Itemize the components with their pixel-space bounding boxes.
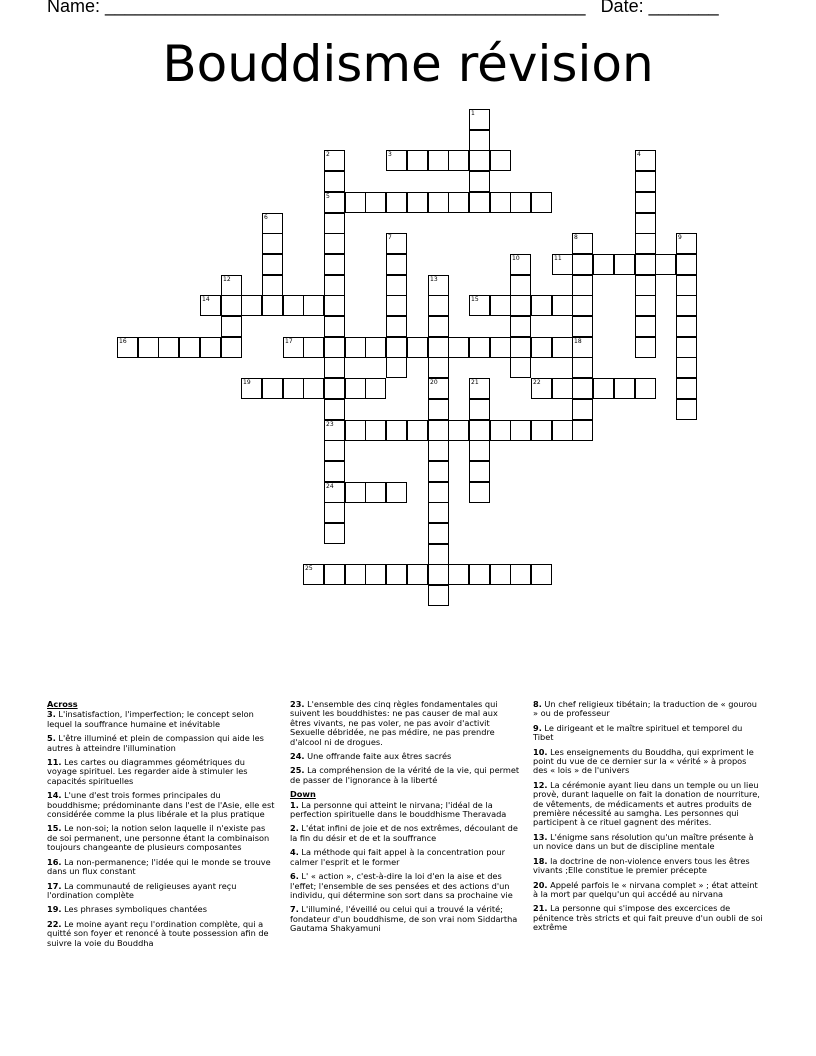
clue-text: L'illuminé, l'éveillé ou celui qui a trouvé la vérité; fondateur d'un bouddhisme, de son vrai nom Siddartha Gautama Shakyamuni [290, 904, 518, 934]
across-heading: Across [47, 699, 78, 709]
grid-cell[interactable] [324, 171, 345, 192]
grid-cell[interactable] [428, 337, 449, 358]
grid-cell[interactable] [241, 378, 262, 399]
grid-cell[interactable] [572, 233, 593, 254]
grid-cell[interactable] [572, 275, 593, 296]
across-clue [47, 734, 275, 753]
grid-cell[interactable] [262, 378, 283, 399]
grid-cell[interactable] [221, 275, 242, 296]
date-label: Date: [600, 0, 644, 16]
grid-cell[interactable] [345, 378, 366, 399]
across-clue [290, 700, 520, 747]
clue-number: 4. [290, 847, 299, 858]
clue-number: 6. [290, 871, 299, 882]
grid-cell[interactable] [531, 564, 552, 585]
clue-number: 17 [285, 338, 293, 345]
grid-cell[interactable] [448, 192, 469, 213]
grid-cell[interactable] [469, 171, 490, 192]
grid-cell[interactable] [469, 461, 490, 482]
down-heading: Down [290, 789, 316, 800]
grid-cell[interactable] [510, 337, 531, 358]
grid-cell[interactable] [614, 254, 635, 275]
grid-cell[interactable] [572, 420, 593, 441]
down-clue [290, 905, 520, 933]
grid-cell[interactable] [324, 482, 345, 503]
clue-number: 24 [326, 483, 334, 490]
clue-number: 5. [47, 733, 56, 744]
grid-cell[interactable] [303, 295, 324, 316]
grid-cell[interactable] [345, 482, 366, 503]
clue-number: 6 [264, 214, 268, 221]
across-clue [290, 752, 520, 761]
clue-number: 18 [574, 338, 582, 345]
grid-cell[interactable] [345, 337, 366, 358]
clue-text: La méthode qui fait appel à la concentration pour calmer l'esprit et le former [290, 847, 506, 867]
grid-cell[interactable] [635, 171, 656, 192]
grid-cell[interactable] [283, 295, 304, 316]
grid-cell[interactable] [428, 482, 449, 503]
grid-cell[interactable] [428, 378, 449, 399]
grid-cell[interactable] [469, 378, 490, 399]
grid-cell[interactable] [428, 585, 449, 606]
grid-cell[interactable] [428, 544, 449, 565]
clue-number: 5 [326, 193, 330, 200]
grid-cell[interactable] [386, 316, 407, 337]
grid-cell[interactable] [241, 295, 262, 316]
clue-number: 1 [471, 110, 475, 117]
down-clue-list-part-1 [290, 801, 520, 934]
grid-cell[interactable] [386, 564, 407, 585]
grid-cell[interactable] [448, 564, 469, 585]
clue-text: La non-permanence; l'idée qui le monde se trouve dans un flux constant [47, 856, 271, 877]
grid-cell[interactable] [428, 275, 449, 296]
clue-number: 7 [388, 234, 392, 241]
across-clue [47, 858, 275, 877]
clue-text: Le dirigeant et le maître spirituel et temporel du Tibet [533, 722, 743, 743]
across-clue [47, 882, 275, 901]
grid-cell[interactable] [428, 564, 449, 585]
across-clue [47, 758, 275, 786]
grid-cell[interactable] [676, 399, 697, 420]
down-clue [290, 848, 520, 867]
grid-cell[interactable] [469, 482, 490, 503]
grid-cell[interactable] [386, 482, 407, 503]
grid-cell[interactable] [635, 295, 656, 316]
grid-cell[interactable] [469, 337, 490, 358]
grid-cell[interactable] [428, 523, 449, 544]
grid-cell[interactable] [345, 420, 366, 441]
grid-cell[interactable] [676, 233, 697, 254]
grid-cell[interactable] [469, 150, 490, 171]
down-clue [533, 700, 763, 719]
clue-number: 2 [326, 151, 330, 158]
grid-cell[interactable] [448, 150, 469, 171]
grid-cell[interactable] [469, 564, 490, 585]
grid-cell[interactable] [635, 337, 656, 358]
name-label: Name: [47, 0, 101, 16]
clue-text: la doctrine de non-violence envers tous les êtres vivants ;Elle constitue le premier précepte [533, 855, 750, 876]
down-clue [533, 857, 763, 876]
grid-cell[interactable] [552, 378, 573, 399]
grid-cell[interactable] [572, 254, 593, 275]
grid-cell[interactable] [510, 254, 531, 275]
grid-cell[interactable] [510, 295, 531, 316]
clue-number: 25. [290, 765, 305, 776]
grid-cell[interactable] [448, 420, 469, 441]
grid-cell[interactable] [490, 420, 511, 441]
grid-cell[interactable] [428, 150, 449, 171]
grid-cell[interactable] [262, 275, 283, 296]
clue-number: 10. [533, 746, 548, 757]
grid-cell[interactable] [386, 420, 407, 441]
grid-cell[interactable] [510, 275, 531, 296]
grid-cell[interactable] [303, 378, 324, 399]
grid-cell[interactable] [510, 564, 531, 585]
grid-cell[interactable] [345, 192, 366, 213]
grid-cell[interactable] [407, 337, 428, 358]
clue-number: 3. [47, 709, 56, 720]
date-blank[interactable]: _______ [648, 0, 719, 16]
down-clue [290, 872, 520, 900]
clue-number: 2. [290, 823, 299, 834]
grid-cell[interactable] [490, 295, 511, 316]
grid-cell[interactable] [386, 337, 407, 358]
grid-cell[interactable] [324, 357, 345, 378]
clue-number: 20 [430, 379, 438, 386]
across-clue [47, 905, 275, 914]
across-clue [290, 766, 520, 785]
grid-cell[interactable] [552, 295, 573, 316]
clue-number: 11 [554, 255, 562, 262]
grid-cell[interactable] [365, 192, 386, 213]
grid-cell[interactable] [324, 523, 345, 544]
clue-number: 25 [305, 565, 313, 572]
grid-cell[interactable] [407, 564, 428, 585]
grid-cell[interactable] [407, 192, 428, 213]
clue-text: Appelé parfois le « nirvana complet » ; état atteint à la mort par quelqu'un qui accédé au nirvana [533, 879, 758, 899]
clue-text: La communauté de religieuses ayant reçu l'ordination complète [47, 880, 237, 900]
grid-cell[interactable] [655, 254, 676, 275]
clue-number: 10 [512, 255, 520, 262]
clue-number: 21 [471, 379, 479, 386]
grid-cell[interactable] [428, 440, 449, 461]
clue-number: 21. [533, 903, 548, 914]
down-clue [533, 833, 763, 852]
grid-cell[interactable] [572, 337, 593, 358]
grid-cell[interactable] [262, 233, 283, 254]
grid-cell[interactable] [407, 420, 428, 441]
grid-cell[interactable] [531, 337, 552, 358]
grid-cell[interactable] [345, 564, 366, 585]
grid-cell[interactable] [614, 378, 635, 399]
down-clue [533, 724, 763, 743]
grid-cell[interactable] [635, 150, 656, 171]
grid-cell[interactable] [469, 440, 490, 461]
clue-number: 16 [119, 338, 127, 345]
clue-text: La personne qui s'impose des excercices de pénitence très stricts et qui fait preuve d'un oubli de soi extrême [533, 903, 763, 933]
grid-cell[interactable] [593, 254, 614, 275]
grid-cell[interactable] [531, 420, 552, 441]
clue-number: 1. [290, 799, 299, 810]
grid-cell[interactable] [221, 337, 242, 358]
clue-number: 24. [290, 751, 305, 762]
across-clue [47, 710, 275, 729]
grid-cell[interactable] [158, 337, 179, 358]
grid-cell[interactable] [490, 150, 511, 171]
grid-cell[interactable] [676, 275, 697, 296]
grid-cell[interactable] [428, 192, 449, 213]
grid-cell[interactable] [428, 357, 449, 378]
grid-cell[interactable] [262, 254, 283, 275]
grid-cell[interactable] [324, 275, 345, 296]
grid-cell[interactable] [490, 192, 511, 213]
clue-number: 7. [290, 904, 299, 915]
grid-cell[interactable] [386, 275, 407, 296]
clue-text: La compréhension de la vérité de la vie, qui permet de passer de l'ignorance à la liberté [290, 765, 520, 785]
grid-cell[interactable] [365, 337, 386, 358]
grid-cell[interactable] [324, 233, 345, 254]
clue-text: La personne qui atteint le nirvana; l'idéal de la perfection spirituelle dans le bouddhisme Theravada [290, 799, 507, 820]
clue-number: 15 [471, 296, 479, 303]
grid-cell[interactable] [552, 254, 573, 275]
grid-cell[interactable] [324, 378, 345, 399]
grid-cell[interactable] [117, 337, 138, 358]
clue-number: 19. [47, 904, 62, 915]
clue-text: Un chef religieux tibétain; la traduction de « gourou » ou de professeur [533, 699, 757, 719]
grid-cell[interactable] [572, 378, 593, 399]
grid-cell[interactable] [428, 502, 449, 523]
grid-cell[interactable] [200, 337, 221, 358]
grid-cell[interactable] [531, 378, 552, 399]
clue-text: Les phrases symboliques chantées [61, 904, 207, 915]
clues-column-2 [290, 700, 520, 939]
grid-cell[interactable] [221, 316, 242, 337]
clue-number: 13. [533, 831, 548, 842]
grid-cell[interactable] [572, 316, 593, 337]
grid-cell[interactable] [386, 233, 407, 254]
clue-number: 9. [533, 722, 542, 733]
clues-column-3 [533, 700, 763, 938]
grid-cell[interactable] [324, 150, 345, 171]
grid-cell[interactable] [138, 337, 159, 358]
clue-text: Les enseignements du Bouddha, qui expriment le point du vue de ce dernier sur la « vérité » à propos des « lois » de l'univers [533, 746, 754, 776]
down-clue [290, 801, 520, 820]
grid-cell[interactable] [324, 316, 345, 337]
grid-cell[interactable] [676, 295, 697, 316]
clues-column-1 [47, 700, 275, 953]
clue-number: 8 [574, 234, 578, 241]
clue-text: L'énigme sans résolution qu'un maître présente à un novice dans un but de discipline mentale [533, 831, 754, 852]
clue-number: 23. [290, 699, 305, 709]
grid-cell[interactable] [635, 213, 656, 234]
clue-number: 4 [637, 151, 641, 158]
grid-cell[interactable] [386, 192, 407, 213]
grid-cell[interactable] [221, 295, 242, 316]
clue-number: 11. [47, 757, 62, 768]
grid-cell[interactable] [428, 316, 449, 337]
clue-text: L'insatisfaction, l'imperfection; le concept selon lequel la souffrance humaine et inévitable [47, 709, 254, 729]
grid-cell[interactable] [324, 254, 345, 275]
clue-number: 12 [223, 276, 231, 283]
clue-text: L'une d'est trois formes principales du bouddhisme; prédominante dans l'est de l'Asie, elle est considérée comme la plus libérale et la plus pratique [47, 790, 275, 820]
grid-cell[interactable] [635, 275, 656, 296]
down-clue-list-part-2 [533, 700, 763, 933]
grid-cell[interactable] [635, 192, 656, 213]
clue-number: 3 [388, 151, 392, 158]
clue-number: 18. [533, 855, 548, 866]
clue-number: 22. [47, 918, 62, 929]
grid-cell[interactable] [635, 254, 656, 275]
grid-cell[interactable] [324, 420, 345, 441]
across-clue [47, 824, 275, 852]
down-clue [533, 781, 763, 828]
grid-cell[interactable] [324, 337, 345, 358]
grid-cell[interactable] [635, 316, 656, 337]
grid-cell[interactable] [510, 357, 531, 378]
grid-cell[interactable] [283, 378, 304, 399]
grid-cell[interactable] [676, 337, 697, 358]
page-title: Bouddisme révision [162, 35, 654, 93]
clue-number: 8. [533, 699, 542, 709]
grid-cell[interactable] [469, 295, 490, 316]
down-clue [533, 748, 763, 776]
grid-cell[interactable] [469, 130, 490, 151]
grid-cell[interactable] [324, 502, 345, 523]
grid-cell[interactable] [469, 109, 490, 130]
across-clue [47, 920, 275, 948]
grid-cell[interactable] [200, 295, 221, 316]
grid-cell[interactable] [428, 295, 449, 316]
clue-number: 9 [678, 234, 682, 241]
clue-number: 15. [47, 823, 62, 834]
grid-cell[interactable] [531, 295, 552, 316]
clue-text: Une offrande faite aux êtres sacrés [304, 751, 452, 762]
clue-number: 16. [47, 856, 62, 867]
grid-cell[interactable] [510, 316, 531, 337]
clue-number: 20. [533, 879, 548, 890]
across-clue-list-part-1 [47, 710, 275, 948]
clue-text: L' « action », c'est-à-dire la loi d'en la aise et des l'effet; l'ensemble de ses pensées et des actions d'un individu, qui détermine son sort dans sa prochaine vie [290, 871, 513, 900]
grid-cell[interactable] [428, 420, 449, 441]
clue-number: 14. [47, 790, 62, 801]
grid-cell[interactable] [365, 482, 386, 503]
clue-number: 14 [202, 296, 210, 303]
grid-cell[interactable] [552, 420, 573, 441]
grid-cell[interactable] [324, 440, 345, 461]
grid-cell[interactable] [324, 399, 345, 420]
grid-cell[interactable] [386, 150, 407, 171]
clue-number: 17. [47, 880, 62, 891]
grid-cell[interactable] [510, 420, 531, 441]
grid-cell[interactable] [303, 564, 324, 585]
grid-cell[interactable] [676, 357, 697, 378]
across-clue-list-part-2 [290, 700, 520, 785]
grid-cell[interactable] [572, 357, 593, 378]
grid-cell[interactable] [676, 316, 697, 337]
grid-cell[interactable] [635, 233, 656, 254]
grid-cell[interactable] [365, 564, 386, 585]
grid-cell[interactable] [428, 399, 449, 420]
down-clue [533, 881, 763, 900]
clue-number: 12. [533, 779, 548, 790]
grid-cell[interactable] [469, 399, 490, 420]
grid-cell[interactable] [407, 150, 428, 171]
grid-cell[interactable] [572, 399, 593, 420]
grid-cell[interactable] [490, 337, 511, 358]
clue-number: 13 [430, 276, 438, 283]
grid-cell[interactable] [324, 295, 345, 316]
clue-number: 23 [326, 421, 334, 428]
grid-cell[interactable] [262, 213, 283, 234]
grid-cell[interactable] [283, 337, 304, 358]
clue-text: La cérémonie ayant lieu dans un temple ou un lieu provè, durant laquelle on fait la donation de nourriture, de vêtements, de médicaments et autres produits de première nécessité au samgha. Les personnes qui participent à ce rituel gagnent des mérites. [533, 779, 760, 828]
grid-cell[interactable] [448, 337, 469, 358]
down-clue [533, 904, 763, 932]
grid-cell[interactable] [324, 564, 345, 585]
grid-cell[interactable] [676, 254, 697, 275]
grid-cell[interactable] [324, 192, 345, 213]
down-clue [290, 824, 520, 843]
grid-cell[interactable] [365, 420, 386, 441]
clue-text: L'ensemble des cinq règles fondamentales qui suivent les bouddhistes: ne pas causer de mal aux êtres vivants, ne pas voler, ne pas avoir d'activit Sexuelle débridée, ne pas médire, ne pas prendre d'alcool ni de drogues. [290, 699, 498, 747]
grid-cell[interactable] [365, 378, 386, 399]
clue-text: Le non-soi; la notion selon laquelle il n'existe pas de soi permanent, une personne étant la combinaison toujours changeante de plusieurs composantes [47, 823, 270, 853]
grid-cell[interactable] [179, 337, 200, 358]
clue-number: 22 [533, 379, 541, 386]
grid-cell[interactable] [593, 378, 614, 399]
clue-number: 19 [243, 379, 251, 386]
grid-cell[interactable] [676, 378, 697, 399]
across-clue [47, 791, 275, 819]
grid-cell[interactable] [531, 192, 552, 213]
grid-cell[interactable] [324, 461, 345, 482]
grid-cell[interactable] [386, 254, 407, 275]
grid-cell[interactable] [303, 337, 324, 358]
grid-cell[interactable] [469, 192, 490, 213]
grid-cell[interactable] [428, 461, 449, 482]
clue-text: L'être illuminé et plein de compassion qui aide les autres à atteindre l'illumination [47, 733, 264, 753]
grid-cell[interactable] [386, 357, 407, 378]
grid-cell[interactable] [572, 295, 593, 316]
clue-text: Les cartes ou diagrammes géométriques du voyage spirituel. Les regarder aide à stimuler les capacités spirituelles [47, 757, 248, 786]
grid-cell[interactable] [262, 295, 283, 316]
grid-cell[interactable] [324, 213, 345, 234]
grid-cell[interactable] [510, 192, 531, 213]
clue-text: L'état infini de joie et de nos extrêmes, découlant de la fin du désir et de et la souffrance [290, 823, 518, 843]
name-blank[interactable]: ________________________________________________ [105, 0, 586, 16]
grid-cell[interactable] [469, 420, 490, 441]
grid-cell[interactable] [386, 295, 407, 316]
grid-cell[interactable] [552, 337, 573, 358]
grid-cell[interactable] [490, 564, 511, 585]
clue-text: Le moine ayant reçu l'ordination complète, qui a quitté son foyer et renoncé à toute possession afin de suivre la voie du Bouddha [47, 918, 269, 948]
grid-cell[interactable] [635, 378, 656, 399]
